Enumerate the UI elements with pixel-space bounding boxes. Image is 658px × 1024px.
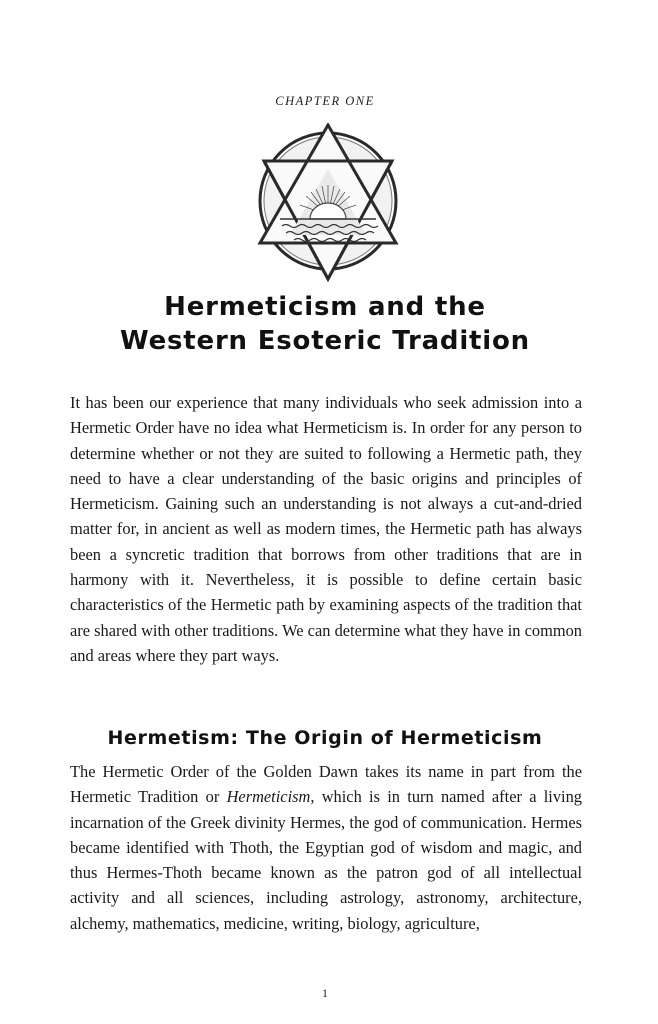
emphasized-term: Hermeticism	[226, 787, 311, 807]
hexagram-sunrise-emblem-icon	[250, 123, 406, 283]
intro-paragraph: It has been our experience that many individuals who seek admission into a Hermetic Order have no idea what Hermeticism is. In order for any person to determine whether or not they are suited to following a Hermetic path, they need to have a clear understanding of the basic origins and principles of Hermeticism. Gaining such an understanding is not always a cut-and-dried matter for, in ancient as well as modern times, the Hermetic path has always been a syncretic tradition that borrows from other traditions that are in harmony with it. Nevertheless, it is possible to define certain basic characteristics of the Hermetic path by examining aspects of the tradition that are shared with other traditions. We can determine what they have in common and areas where they part ways.	[70, 393, 582, 665]
paragraph-text: The Hermetic Order of the Golden Dawn takes its name in part from the Hermetic Tradition or	[70, 762, 582, 807]
hermetism-paragraph	[70, 759, 582, 936]
chapter-label: CHAPTER ONE	[275, 94, 375, 108]
section-heading: Hermetism: The Origin of Hermeticism	[107, 727, 543, 749]
chapter-title-line-1: Hermeticism and the	[164, 292, 486, 322]
chapter-title	[0, 290, 650, 358]
paragraph-text-continued: , which is in turn named after a living incarnation of the Greek divinity Hermes, the god of communication. Hermes became identified with Thoth, the Egyptian god of wisdom and magic, and thus Hermes-Thoth became known as the patron god of all intellectual activity and all sciences, including astrology, astronomy, architecture, alchemy, mathematics, medicine, writing, biology, agriculture,	[70, 787, 582, 933]
page-number: 1	[322, 986, 328, 1000]
chapter-title-line-2: Western Esoteric Tradition	[120, 326, 530, 356]
